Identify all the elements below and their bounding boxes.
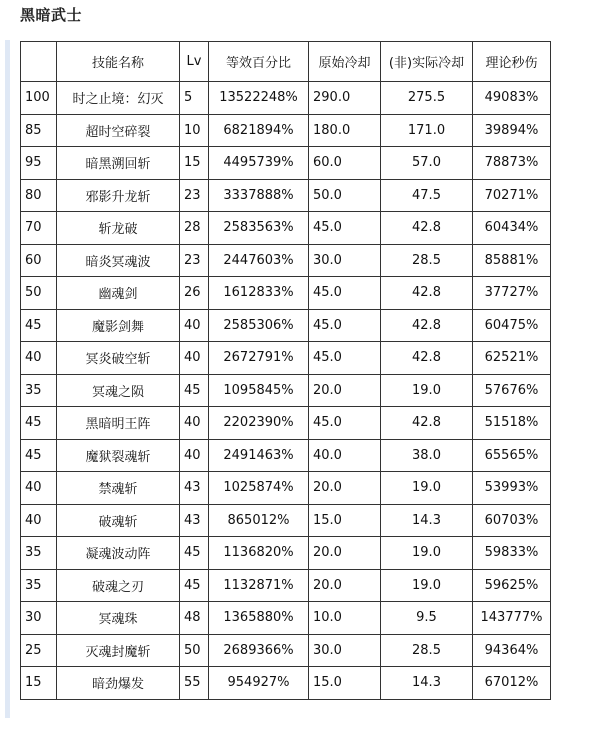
table-body [21,82,551,700]
cell-skill-name: 魔影剑舞 [57,309,180,342]
cell-level-req: 45 [21,407,57,440]
cell-base-cooldown: 15.0 [309,667,381,700]
cell-actual-cooldown: 28.5 [381,244,473,277]
cell-skill-name: 凝魂波动阵 [57,537,180,570]
cell-theoretical-dps: 62521% [473,342,551,375]
table-row [21,147,551,180]
header-row [21,42,551,82]
cell-percent: 1095845% [209,374,309,407]
cell-skill-name: 禁魂斩 [57,472,180,505]
cell-lv: 40 [180,407,209,440]
cell-skill-name: 暗劲爆发 [57,667,180,700]
cell-actual-cooldown: 42.8 [381,309,473,342]
table-row [21,374,551,407]
cell-percent: 954927% [209,667,309,700]
cell-level-req: 70 [21,212,57,245]
cell-percent: 1612833% [209,277,309,310]
cell-percent: 1365880% [209,602,309,635]
cell-actual-cooldown: 47.5 [381,179,473,212]
cell-skill-name: 破魂斩 [57,504,180,537]
cell-actual-cooldown: 19.0 [381,472,473,505]
table-row [21,537,551,570]
cell-actual-cooldown: 42.8 [381,277,473,310]
cell-skill-name: 暗炎冥魂波 [57,244,180,277]
cell-base-cooldown: 45.0 [309,407,381,440]
cell-level-req: 40 [21,472,57,505]
cell-skill-name: 冥魂之陨 [57,374,180,407]
cell-base-cooldown: 20.0 [309,537,381,570]
cell-percent: 13522248% [209,82,309,115]
cell-base-cooldown: 180.0 [309,114,381,147]
cell-theoretical-dps: 65565% [473,439,551,472]
cell-level-req: 40 [21,342,57,375]
cell-actual-cooldown: 14.3 [381,504,473,537]
table-row [21,667,551,700]
header-level-req [21,42,57,82]
table-row [21,212,551,245]
cell-percent: 1132871% [209,569,309,602]
cell-level-req: 30 [21,602,57,635]
table-row [21,602,551,635]
cell-actual-cooldown: 19.0 [381,537,473,570]
cell-percent: 6821894% [209,114,309,147]
cell-skill-name: 黑暗明王阵 [57,407,180,440]
cell-lv: 26 [180,277,209,310]
cell-lv: 15 [180,147,209,180]
cell-percent: 4495739% [209,147,309,180]
cell-lv: 48 [180,602,209,635]
header-actual-cooldown: (非)实际冷却 [381,42,473,82]
header-lv: Lv [180,42,209,82]
cell-theoretical-dps: 60475% [473,309,551,342]
cell-actual-cooldown: 9.5 [381,602,473,635]
cell-lv: 28 [180,212,209,245]
cell-level-req: 45 [21,439,57,472]
cell-percent: 1025874% [209,472,309,505]
cell-percent: 2689366% [209,634,309,667]
cell-theoretical-dps: 51518% [473,407,551,440]
cell-theoretical-dps: 85881% [473,244,551,277]
cell-level-req: 100 [21,82,57,115]
cell-skill-name: 斩龙破 [57,212,180,245]
table-row [21,342,551,375]
cell-lv: 23 [180,179,209,212]
cell-level-req: 45 [21,309,57,342]
cell-base-cooldown: 45.0 [309,342,381,375]
cell-actual-cooldown: 42.8 [381,407,473,440]
cell-level-req: 80 [21,179,57,212]
header-base-cooldown: 原始冷却 [309,42,381,82]
cell-level-req: 60 [21,244,57,277]
cell-percent: 865012% [209,504,309,537]
cell-actual-cooldown: 38.0 [381,439,473,472]
cell-level-req: 25 [21,634,57,667]
cell-actual-cooldown: 42.8 [381,342,473,375]
table-row [21,114,551,147]
cell-theoretical-dps: 60434% [473,212,551,245]
cell-level-req: 50 [21,277,57,310]
cell-lv: 45 [180,537,209,570]
cell-skill-name: 灭魂封魔斩 [57,634,180,667]
cell-lv: 55 [180,667,209,700]
table-row [21,244,551,277]
cell-percent: 2672791% [209,342,309,375]
cell-base-cooldown: 30.0 [309,244,381,277]
table-row [21,504,551,537]
table-header [21,42,551,82]
cell-actual-cooldown: 42.8 [381,212,473,245]
cell-percent: 2491463% [209,439,309,472]
cell-lv: 23 [180,244,209,277]
cell-skill-name: 魔狱裂魂斩 [57,439,180,472]
cell-theoretical-dps: 94364% [473,634,551,667]
table-row [21,82,551,115]
cell-lv: 45 [180,569,209,602]
cell-base-cooldown: 30.0 [309,634,381,667]
cell-lv: 10 [180,114,209,147]
cell-lv: 40 [180,309,209,342]
cell-skill-name: 幽魂剑 [57,277,180,310]
cell-level-req: 95 [21,147,57,180]
cell-base-cooldown: 45.0 [309,277,381,310]
table-row [21,309,551,342]
cell-theoretical-dps: 78873% [473,147,551,180]
cell-base-cooldown: 20.0 [309,374,381,407]
cell-base-cooldown: 45.0 [309,309,381,342]
cell-theoretical-dps: 39894% [473,114,551,147]
cell-actual-cooldown: 19.0 [381,374,473,407]
cell-lv: 5 [180,82,209,115]
cell-percent: 1136820% [209,537,309,570]
cell-theoretical-dps: 59833% [473,537,551,570]
cell-base-cooldown: 20.0 [309,569,381,602]
cell-base-cooldown: 10.0 [309,602,381,635]
cell-level-req: 15 [21,667,57,700]
cell-level-req: 35 [21,569,57,602]
cell-percent: 3337888% [209,179,309,212]
cell-level-req: 85 [21,114,57,147]
skill-table [20,41,551,700]
cell-skill-name: 暗黑溯回斩 [57,147,180,180]
table-row [21,439,551,472]
cell-base-cooldown: 50.0 [309,179,381,212]
cell-actual-cooldown: 275.5 [381,82,473,115]
cell-base-cooldown: 45.0 [309,212,381,245]
cell-theoretical-dps: 59625% [473,569,551,602]
table-row [21,569,551,602]
header-theoretical-dps: 理论秒伤 [473,42,551,82]
cell-base-cooldown: 20.0 [309,472,381,505]
page-title: 黑暗武士 [20,6,83,24]
cell-level-req: 35 [21,374,57,407]
table-row [21,179,551,212]
table-row [21,277,551,310]
cell-lv: 43 [180,472,209,505]
cell-skill-name: 冥炎破空斩 [57,342,180,375]
cell-actual-cooldown: 28.5 [381,634,473,667]
cell-actual-cooldown: 19.0 [381,569,473,602]
cell-theoretical-dps: 70271% [473,179,551,212]
cell-theoretical-dps: 49083% [473,82,551,115]
cell-percent: 2585306% [209,309,309,342]
cell-base-cooldown: 290.0 [309,82,381,115]
cell-level-req: 35 [21,537,57,570]
table-row [21,472,551,505]
cell-actual-cooldown: 171.0 [381,114,473,147]
cell-lv: 50 [180,634,209,667]
cell-actual-cooldown: 57.0 [381,147,473,180]
accent-bar [5,40,10,718]
cell-base-cooldown: 60.0 [309,147,381,180]
cell-base-cooldown: 15.0 [309,504,381,537]
cell-theoretical-dps: 60703% [473,504,551,537]
cell-percent: 2583563% [209,212,309,245]
cell-actual-cooldown: 14.3 [381,667,473,700]
cell-skill-name: 时之止境：幻灭 [57,82,180,115]
table-row [21,634,551,667]
cell-skill-name: 超时空碎裂 [57,114,180,147]
cell-lv: 40 [180,342,209,375]
cell-skill-name: 破魂之刃 [57,569,180,602]
cell-base-cooldown: 40.0 [309,439,381,472]
cell-skill-name: 冥魂珠 [57,602,180,635]
cell-theoretical-dps: 53993% [473,472,551,505]
header-skill-name: 技能名称 [57,42,180,82]
cell-lv: 45 [180,374,209,407]
header-percent: 等效百分比 [209,42,309,82]
cell-percent: 2447603% [209,244,309,277]
cell-level-req: 40 [21,504,57,537]
cell-percent: 2202390% [209,407,309,440]
cell-lv: 40 [180,439,209,472]
cell-theoretical-dps: 143777% [473,602,551,635]
cell-lv: 43 [180,504,209,537]
cell-theoretical-dps: 37727% [473,277,551,310]
cell-theoretical-dps: 67012% [473,667,551,700]
cell-theoretical-dps: 57676% [473,374,551,407]
table-row [21,407,551,440]
cell-skill-name: 邪影升龙斩 [57,179,180,212]
